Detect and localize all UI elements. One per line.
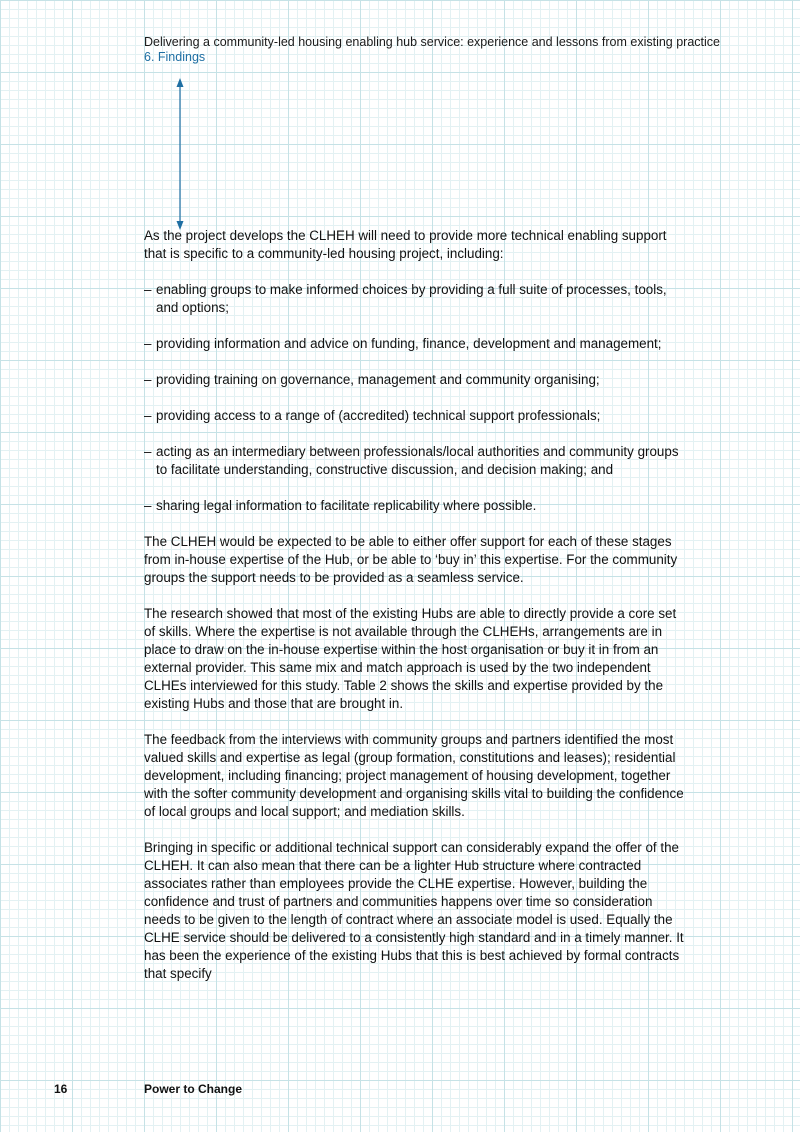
bullet-list <box>144 281 684 515</box>
paragraph: The feedback from the interviews with community groups and partners identified the most valued skills and expertise as legal (group formation, constitutions and leases); residential development, including financing; project management of housing development, together with the softer community development and organising skills vital to building the confidence of local groups and local support; and mediation skills. <box>144 732 684 819</box>
bullet-marker: – <box>144 408 152 423</box>
page-header <box>144 35 720 65</box>
list-item: – providing information and advice on funding, finance, development and management; <box>144 336 662 351</box>
list-item: – enabling groups to make informed choices by providing a full suite of processes, tools, and options; <box>144 282 667 315</box>
paragraph: The research showed that most of the existing Hubs are able to directly provide a core set of skills. Where the expertise is not available through the CLHEHs, arrangements are in place to draw on the in-house expertise within the host organisation or buy it in from an external provider. This same mix and match approach is used by the two independent CLHEs interviewed for this study. Table 2 shows the skills and expertise provided by the existing Hubs and those that are brought in. <box>144 606 677 711</box>
section-label: 6. Findings <box>144 50 206 64</box>
list-item: – providing access to a range of (accredited) technical support professionals; <box>144 408 601 423</box>
bullet-marker: – <box>144 372 152 387</box>
bullet-marker: – <box>144 498 152 513</box>
footer-brand: Power to Change <box>144 1082 243 1096</box>
bullet-marker: – <box>144 444 152 459</box>
double-arrow-icon <box>172 78 188 230</box>
paragraph: The CLHEH would be expected to be able to either offer support for each of these stages from in-house expertise of the Hub, or be able to ‘buy in’ this expertise. For the community groups the support needs to be provided as a seamless service. <box>144 534 678 585</box>
list-item: – providing training on governance, management and community organising; <box>144 372 600 387</box>
page-number: 16 <box>54 1082 68 1096</box>
body-text <box>144 227 684 1001</box>
paragraph: Bringing in specific or additional technical support can considerably expand the offer of the CLHEH. It can also mean that there can be a lighter Hub structure where contracted associates rather than employees provide the CLHE expertise. However, building the confidence and trust of partners and communities happens over time so consideration needs to be given to the length of contract where an associate model is used. Equally the CLHE service should be delivered to a consistently high standard and in a timely manner. It has been the experience of the existing Hubs that this is best achieved by formal contracts that specify <box>144 840 684 981</box>
document-title: Delivering a community-led housing enabling hub service: experience and lessons from existing practice <box>144 35 720 49</box>
bullet-marker: – <box>144 282 152 297</box>
list-item: – acting as an intermediary between professionals/local authorities and community groups to facilitate understanding, constructive discussion, and decision making; and <box>144 444 679 477</box>
list-item: – sharing legal information to facilitate replicability where possible. <box>144 498 537 513</box>
bullet-marker: – <box>144 336 152 351</box>
intro-paragraph: As the project develops the CLHEH will need to provide more technical enabling support that is specific to a community-led housing project, including: <box>144 228 667 261</box>
